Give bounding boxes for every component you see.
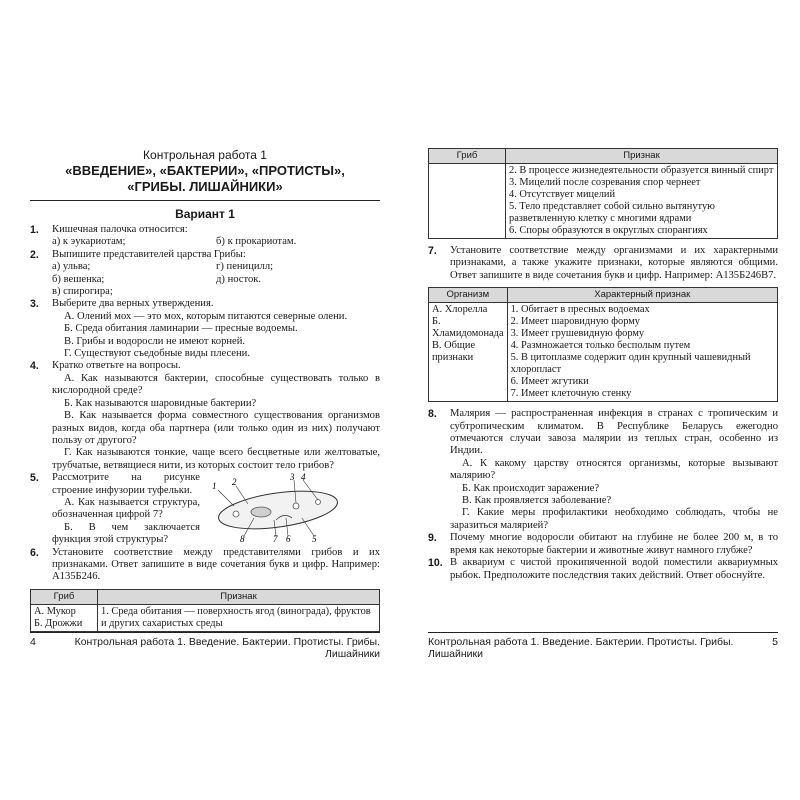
fig-label: 2 [232,477,237,488]
list-item: Б. Среда обитания ламинарии — пресные водоемы. [64,323,298,335]
page-number: 5 [772,636,778,648]
paramecium-figure [206,472,356,542]
list-item: А. Олений мох — это мох, которым питаются северные олени. [64,310,348,322]
question-3: 3. Выберите два верных утверждения. А. Олений мох — это мох, которым питаются северные олени. Б. Среда обитания ламинарии — пресные водоемы. В. Грибы и водоросли не имеют корней. Г. Существуют съедобные виды плесени. [30,298,380,360]
page-footer [30,632,380,660]
table-row: А. Хлорелла Б. Хламидомонада В. Общие признаки 1. Обитает в пресных водоемах 2. Имеет шаровидную форму 3. Имеет грушевидную форму 4. Размножается только бесполым путем 5. В цитоплазме содержит один крупный чашевидный хлоропласт 6. Имеет жгутики 7. Имеет клеточную стенку [429,303,778,402]
list-item: 3. Мицелий после созревания спор чернеет [509,177,701,188]
question-7: 7. Установите соответствие между организмами и их характерными признаками, а также укажите признаки, которые являются общими. Ответ запишите в виде сочетания букв и цифр. Например: А135Б246В7. [428,245,778,281]
list-item: 3. Имеет грушевидную форму [510,328,645,340]
running-footer: Контрольная работа 1. Введение. Бактерии. Протисты. Грибы. Лишайники [428,636,734,660]
running-footer: Контрольная работа 1. Введение. Бактерии. Протисты. Грибы. Лишайники [74,636,380,660]
question-1: 1. Кишечная палочка относится: а) к эукариотам; б) к прокариотам. [30,224,297,248]
title-divider [30,200,380,201]
table-row: А. Мукор Б. Дрожжи 1. Среда обитания — поверхность ягод (винограда), фруктов и других сахаристых среды [31,604,380,631]
list-item: 1. Обитает в пресных водоемах [510,304,650,316]
list-item: 6. Споры образуются в округлых спорангиях [509,225,708,236]
list-item: А. Как называются бактерии, способные существовать только в кислородной среде? [52,372,380,397]
table-header: Признак [98,589,380,604]
list-item: 5. В цитоплазме содержит один крупный чашевидный хлоропласт [510,352,751,376]
list-item: 4. Размножается только бесполым путем [510,340,691,352]
list-item: В. Как называется форма совместного существования организмов разных видов, когда оба партнера (или только один из них) получают пользу от другого? [52,410,380,446]
list-item: 4. Отсутствует мицелий [509,189,616,200]
title-line-3: «ГРИБЫ. ЛИШАЙНИКИ» [127,179,283,194]
title-line-1: Контрольная работа 1 [143,148,267,162]
table-row [429,164,778,239]
page-footer [428,632,778,660]
list-item: А. К какому царству относятся организмы, которые вызывают малярию? [450,457,778,482]
question-10: 10. В аквариум с чистой прокипяченной водой поместили аквариумных рыбок. Предположите последствия таких действий. Ответ обоснуйте. [428,557,778,581]
list-item: Б. Как происходит заражение? [462,482,600,494]
list-item: 2. В процессе жизнедеятельности образуется винный спирт [509,165,774,176]
question-8: 8. Малярия — распространенная инфекция в странах с тропическим и субтропическим климатом. В Республике Беларусь ежегодно отмечаются случаи завоза малярии из теплых стран, особенно из Индии. А. К какому царству относятся организмы, которые вызывают малярию? Б. Как происходит заражение? В. Как проявляется заболевание? Г. Какие меры профилактики необходимо соблюдать, чтобы не заразиться малярией? [428,408,778,531]
table-header: Признак [506,149,778,164]
right-page [428,140,778,660]
question-4: 4. Кратко ответьте на вопросы. А. Как называются бактерии, способные существовать только в кислородной среде? Б. Как называются шаровидные бактерии? В. Как называется форма совместного существования организмов разных видов, когда оба партнера (или только один из них) получают пользу от другого? Г. Как называются тонкие, чаще всего бесцветные или желтоватые, трубчатые, ветвящиеся нити, из которых состоит тело грибов? [30,360,380,471]
list-item: Г. Какие меры профилактики необходимо соблюдать, чтобы не заразиться малярией? [450,507,778,531]
table-header: Гриб [31,589,98,604]
question-5: 5. Рассмотрите на рисунке строение инфузории туфельки. А. Как называется структура, обозначенная цифрой 7? Б. В чем заключается функция этой структуры? 1 2 3 4 5 6 7 8 [30,472,380,546]
fig-label: 8 [240,534,245,543]
question-2: 2. Выпишите представителей царства Грибы: а) ульва; г) пеницилл; б) вешенка; д) носток. в) спирогира; [30,248,274,298]
table-header: Гриб [429,149,506,164]
list-item: Г. Существуют съедобные виды плесени. [64,348,250,360]
title-line-2: «ВВЕДЕНИЕ», «БАКТЕРИИ», «ПРОТИСТЫ», [65,163,345,178]
variant-heading: Вариант 1 [175,207,235,221]
table-header: Организм [429,288,508,303]
fig-label: 5 [312,534,317,543]
fig-label: 6 [286,534,291,543]
fig-label: 4 [301,472,306,483]
fungi-table-continued [428,148,778,239]
list-item: В. Грибы и водоросли не имеют корней. [64,335,246,347]
left-page [30,140,380,660]
fig-label: 3 [290,472,295,483]
fungi-table [30,589,380,632]
list-item: В. Как проявляется заболевание? [462,495,612,507]
question-6: 6. Установите соответствие между представителями грибов и их признаками. Ответ запишите в виде сочетания букв и цифр. Например: А135Б246. [30,546,380,583]
fig-label: 1 [212,481,217,492]
question-9: 9. Почему многие водоросли обитают на глубине не более 200 м, в то время как некоторые бактерии и животные живут намного глубже? [428,532,778,556]
test-title [30,148,380,195]
page-number: 4 [30,636,36,648]
list-item: Г. Как называются тонкие, чаще всего бесцветные или желтоватые, трубчатые, ветвящиеся нити, из которых состоит тело грибов? [52,447,380,471]
list-item: 2. Имеет шаровидную форму [510,316,641,328]
organisms-table [428,287,778,402]
list-item: 6. Имеет жгутики [510,376,589,388]
fig-label: 7 [273,534,278,543]
list-item: Б. Как называются шаровидные бактерии? [64,397,257,409]
table-header: Характерный признак [507,288,777,303]
list-item: 7. Имеет клеточную стенку [510,388,632,400]
list-item: 5. Тело представляет собой сильно вытянутую разветвленную клетку с многими ядрами [509,201,715,224]
